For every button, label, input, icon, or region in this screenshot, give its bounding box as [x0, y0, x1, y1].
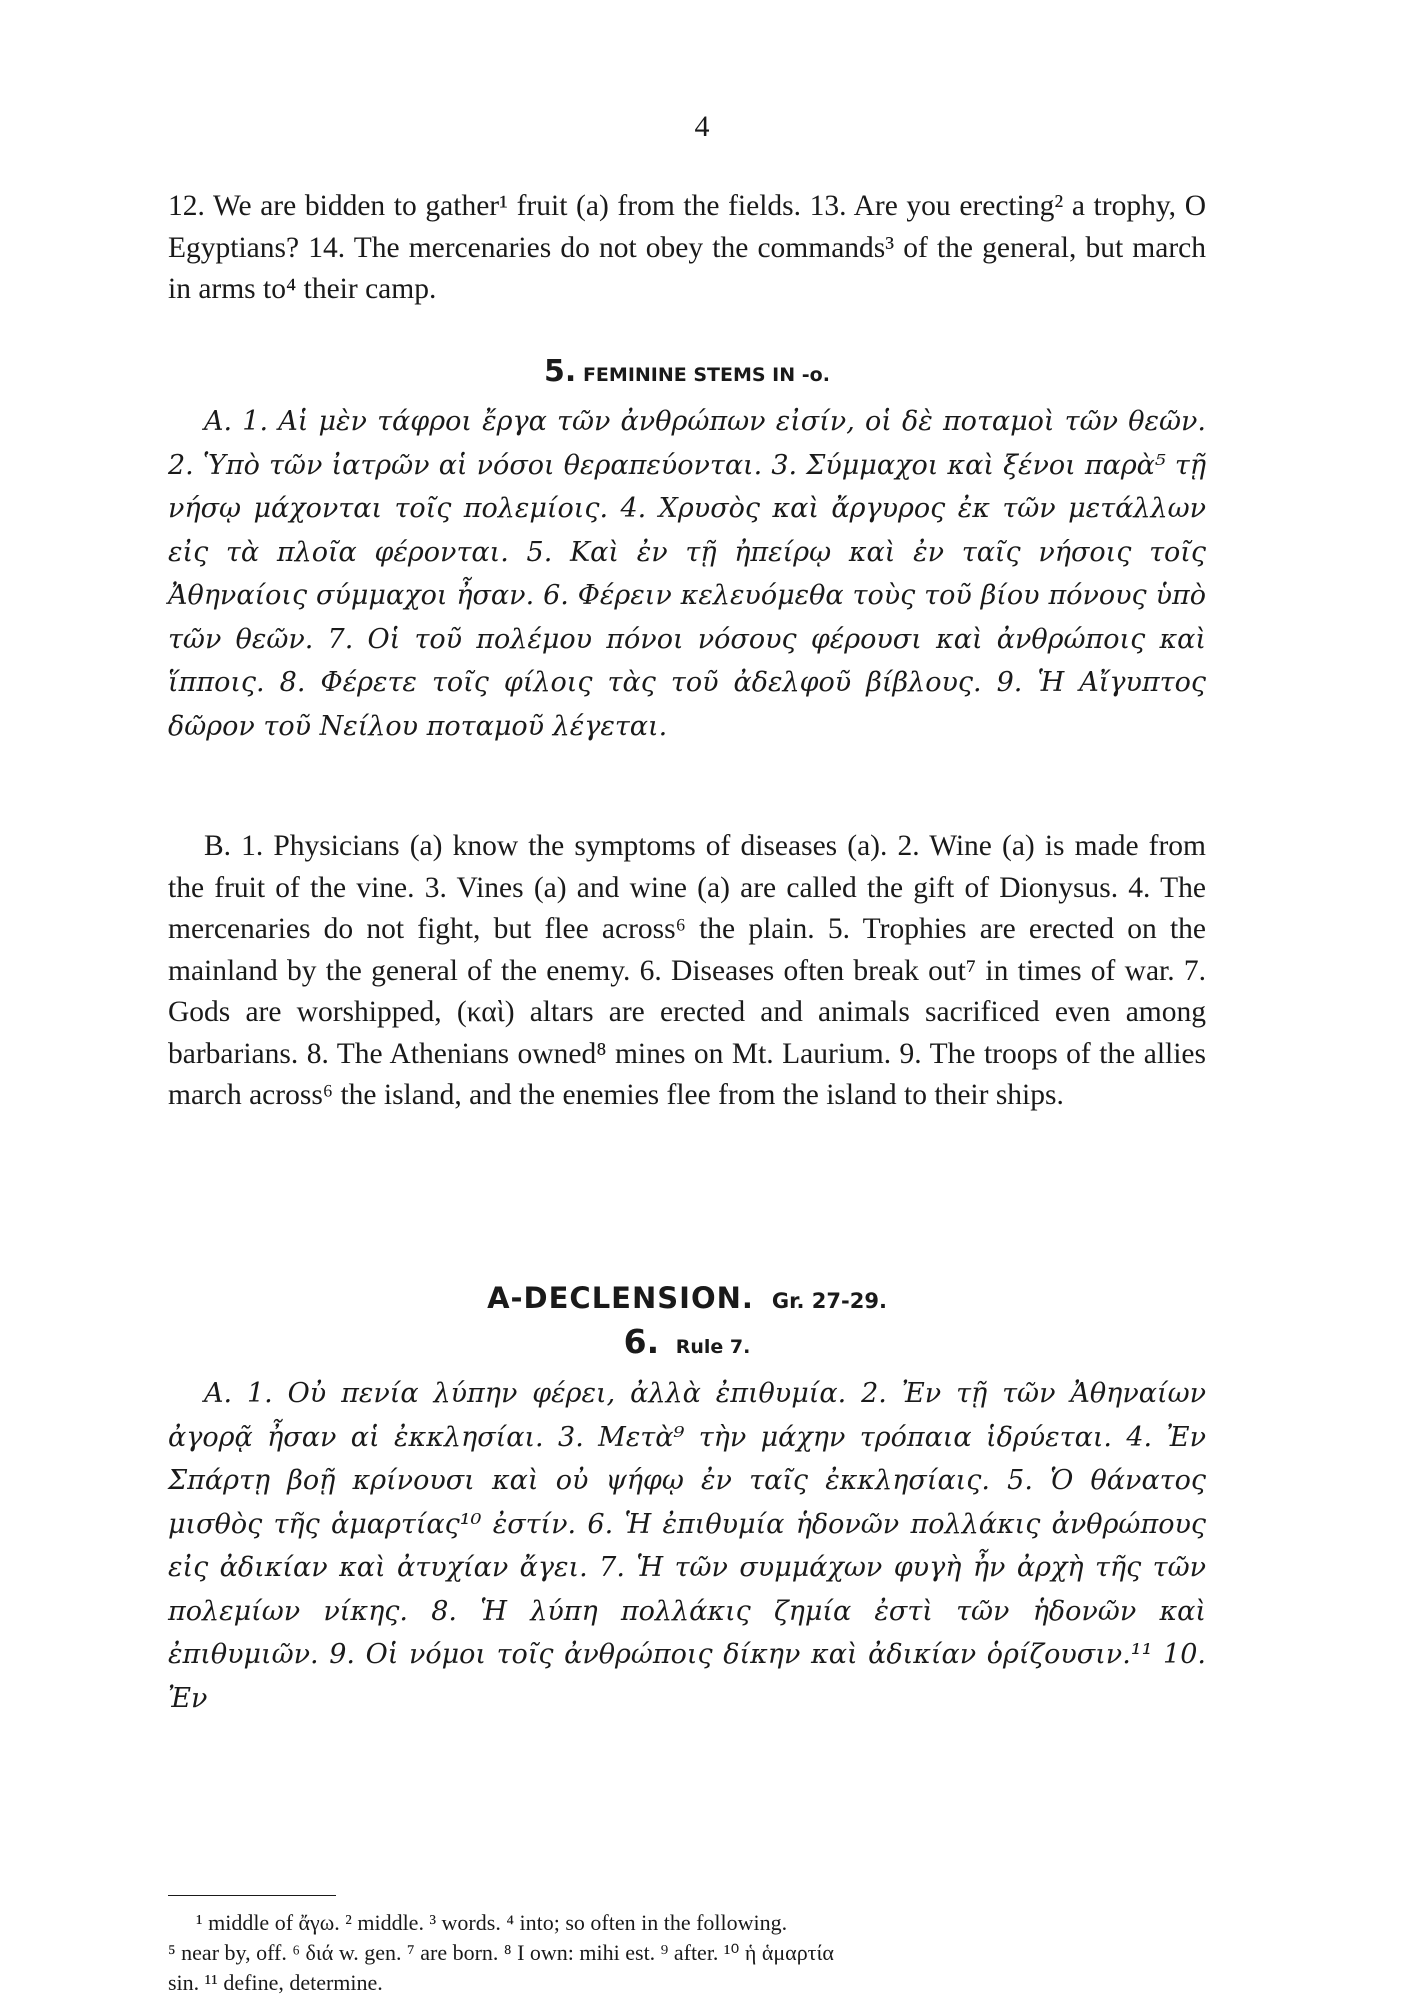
- section-6-number: 6.: [623, 1322, 660, 1361]
- section-5-b-text: B. 1. Physicians (a) know the symptoms of diseases (a). 2. Wine (a) is made from the fruit of the vine. 3. Vines (a) and wine (a) are called the gift of Dionysus. 4. The mercenaries do not fight, but flee across⁶ the plain. 5. Trophies are erected on the mainland by the general of the enemy. 6. Diseases often break out⁷ in times of war. 7. Gods are worshipped, (καὶ) altars are erected and animals sacrificed even among barbarians. 8. The Athenians owned⁸ mines on Mt. Laurium. 9. The troops of the allies march across⁶ the island, and the enemies flee from the island to their ships.: [168, 830, 1206, 1111]
- page-number: 4: [694, 110, 710, 143]
- exercise-continuation: [168, 186, 1206, 311]
- section-5-a-text: A. 1. Αἱ μὲν τάφροι ἔργα τῶν ἀνθρώπων εἰσίν, οἱ δὲ ποταμοὶ τῶν θεῶν. 2. Ὑπὸ τῶν ἰατρῶν αἱ νόσοι θεραπεύονται. 3. Σύμμαχοι καὶ ξένοι παρὰ⁵ τῇ νήσῳ μάχονται τοῖς πολεμίοις. 4. Χρυσὸς καὶ ἄργυρος ἐκ τῶν μετάλλων εἰς τὰ πλοῖα φέρονται. 5. Καὶ ἐν τῇ ἠπείρῳ καὶ ἐν ταῖς νήσοις τοῖς Ἀθηναίοις σύμμαχοι ἦσαν. 6. Φέρειν κελευόμεθα τοὺς τοῦ βίου πόνους ὑπὸ τῶν θεῶν. 7. Οἱ τοῦ πολέμου πόνοι νόσους φέρουσι καὶ ἀνθρώποις καὶ ἵπποις. 8. Φέρετε τοῖς φίλοις τὰς τοῦ ἀδελφοῦ βίβλους. 9. Ἡ Αἴγυπτος δῶρον τοῦ Νείλου ποταμοῦ λέγεται.: [168, 406, 1206, 742]
- declension-heading: [168, 1276, 1206, 1323]
- footnote-divider: [168, 1895, 336, 1896]
- section-5-heading: [168, 352, 1206, 395]
- section-6-heading: [168, 1320, 1206, 1369]
- footnote-line-1: ¹ middle of ἄγω. ² middle. ³ words. ⁴ into; so often in the following.: [196, 1910, 788, 1935]
- section-6-a-text: A. 1. Οὐ πενία λύπην φέρει, ἀλλὰ ἐπιθυμία. 2. Ἐν τῇ τῶν Ἀθηναίων ἀγορᾷ ἦσαν αἱ ἐκκλησίαι. 3. Μετὰ⁹ τὴν μάχην τρόπαια ἱδρύεται. 4. Ἐν Σπάρτῃ βοῇ κρίνουσι καὶ οὐ ψήφῳ ἐν ταῖς ἐκκλησίαις. 5. Ὁ θάνατος μισθὸς τῆς ἁμαρτίας¹⁰ ἐστίν. 6. Ἡ ἐπιθυμία ἡδονῶν πολλάκις ἀνθρώπους εἰς ἀδικίαν καὶ ἀτυχίαν ἄγει. 7. Ἡ τῶν συμμάχων φυγὴ ἦν ἀρχὴ τῆς τῶν πολεμίων νίκης. 8. Ἡ λύπη πολλάκις ζημία ἐστὶ τῶν ἡδονῶν καὶ ἐπιθυμιῶν. 9. Οἱ νόμοι τοῖς ἀνθρώποις δίκην καὶ ἀδικίαν ὁρίζουσιν.¹¹ 10. Ἐν: [168, 1378, 1206, 1714]
- declension-title: A-DECLENSION.: [487, 1281, 754, 1315]
- grammar-reference: Gr. 27-29.: [771, 1289, 887, 1313]
- section-6-greek-exercise: [168, 1372, 1206, 1720]
- section-5-english-exercise: [168, 826, 1206, 1117]
- section-5-title: FEMININE STEMS IN -o.: [582, 364, 830, 386]
- section-6-rule: Rule 7.: [675, 1336, 751, 1358]
- footnote-line-3: sin. ¹¹ define, determine.: [168, 1970, 383, 1995]
- exercise-b-previous-text: 12. We are bidden to gather¹ fruit (a) from the fields. 13. Are you erecting² a trophy, O Egyptians? 14. The mercenaries do not obey the commands³ of the general, but march in arms to⁴ their camp.: [168, 190, 1206, 305]
- section-5-greek-exercise: [168, 400, 1206, 748]
- footnote-line-2: ⁵ near by, off. ⁶ διά w. gen. ⁷ are born. ⁸ I own: mihi est. ⁹ after. ¹⁰ ἡ ἁμαρτία: [168, 1940, 834, 1965]
- section-5-number: 5.: [544, 354, 577, 389]
